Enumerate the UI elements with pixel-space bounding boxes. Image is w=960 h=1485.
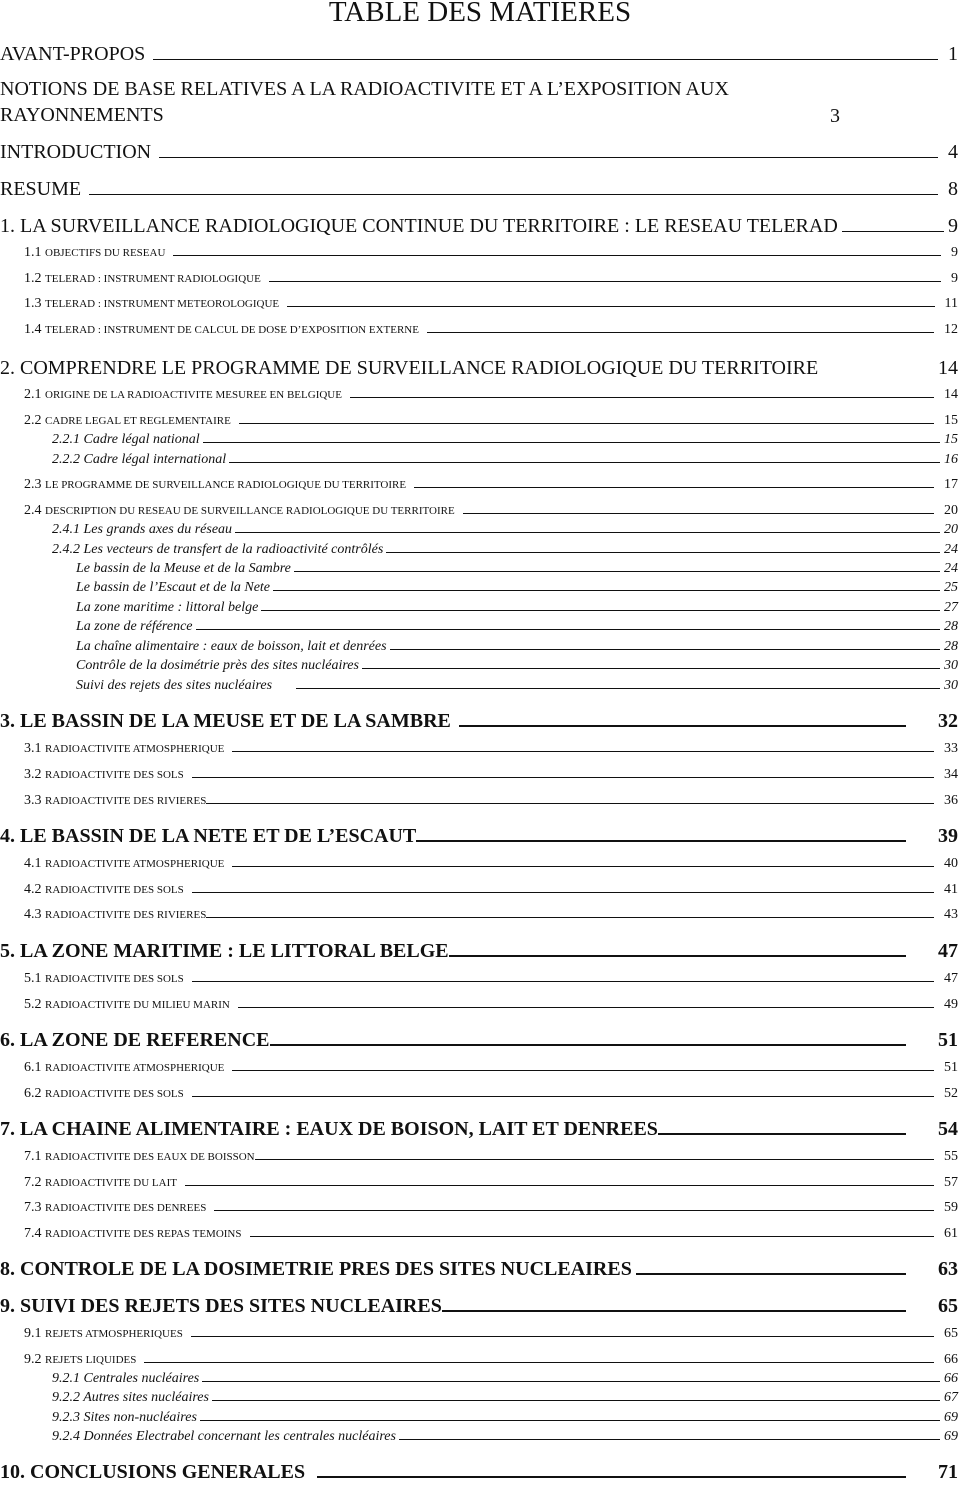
leader-line bbox=[185, 1185, 934, 1186]
toc-entry-page: 28 bbox=[944, 619, 958, 634]
toc-entry-label: 5.1 RADIOACTIVITE DES SOLS bbox=[24, 971, 184, 986]
toc-chapter-5[interactable] bbox=[0, 939, 958, 963]
toc-entry-page: 20 bbox=[944, 503, 958, 518]
toc-entry-page: 25 bbox=[944, 580, 958, 595]
toc-entry-page: 14 bbox=[938, 357, 958, 379]
toc-entry-label: 1.4 TELERAD : INSTRUMENT DE CALCUL DE DOSE D’EXPOSITION EXTERNE bbox=[24, 322, 419, 337]
leader-line bbox=[416, 840, 906, 842]
toc-section-6-2[interactable] bbox=[0, 1085, 958, 1103]
toc-entry-page: 33 bbox=[944, 741, 958, 756]
toc-entry-label: 4.1 RADIOACTIVITE ATMOSPHERIQUE bbox=[24, 856, 225, 871]
leader-line bbox=[414, 487, 934, 488]
toc-entry-label: 2.4 DESCRIPTION DU RESEAU DE SURVEILLANCE RADIOLOGIQUE DU TERRITOIRE bbox=[24, 503, 455, 518]
toc-entry-label: 7.2 RADIOACTIVITE DU LAIT bbox=[24, 1175, 177, 1190]
leader-line bbox=[192, 777, 934, 778]
toc-entry-label: 4.3 RADIOACTIVITE DES RIVIERES bbox=[24, 907, 207, 922]
toc-entry-page: 15 bbox=[944, 432, 958, 447]
toc-subsection-9-2-1[interactable] bbox=[0, 1370, 958, 1387]
toc-section-5-2[interactable] bbox=[0, 996, 958, 1014]
leader-line bbox=[449, 955, 906, 957]
toc-item-zone-reference[interactable] bbox=[0, 618, 958, 635]
toc-entry-page: 59 bbox=[944, 1200, 958, 1215]
toc-entry-label: 2.4.1 Les grands axes du réseau bbox=[52, 522, 233, 537]
leader-line bbox=[191, 1336, 934, 1337]
toc-item-controle-dosimetrie[interactable] bbox=[0, 657, 958, 674]
toc-entry-page: 43 bbox=[944, 907, 958, 922]
toc-entry-introduction[interactable] bbox=[0, 140, 958, 164]
leader-line bbox=[386, 552, 940, 553]
toc-entry-label: 7.4 RADIOACTIVITE DES REPAS TEMOINS bbox=[24, 1226, 242, 1241]
leader-line bbox=[192, 892, 934, 893]
toc-entry-page: 65 bbox=[944, 1326, 958, 1341]
toc-entry-page: 69 bbox=[944, 1429, 958, 1444]
toc-entry-page: 24 bbox=[944, 561, 958, 576]
leader-line bbox=[232, 751, 934, 752]
toc-chapter-6[interactable] bbox=[0, 1028, 958, 1052]
toc-entry-page: 16 bbox=[944, 452, 958, 467]
toc-entry-page: 67 bbox=[944, 1390, 958, 1405]
toc-entry-page: 71 bbox=[938, 1461, 958, 1483]
toc-chapter-2[interactable] bbox=[0, 356, 958, 380]
toc-section-3-1[interactable] bbox=[0, 740, 958, 758]
toc-entry-label: 9. SUIVI DES REJETS DES SITES NUCLEAIRES bbox=[0, 1295, 442, 1317]
toc-section-7-3[interactable] bbox=[0, 1199, 958, 1217]
toc-entry-page: 39 bbox=[938, 825, 958, 847]
leader-line bbox=[658, 1133, 906, 1135]
toc-entry-page: 11 bbox=[944, 296, 958, 311]
toc-subsection-2-4-2[interactable] bbox=[0, 541, 958, 558]
toc-item-meuse-sambre[interactable] bbox=[0, 560, 958, 577]
leader-line bbox=[273, 590, 940, 591]
toc-entry-page: 47 bbox=[938, 940, 958, 962]
toc-entry-label: 9.1 REJETS ATMOSPHERIQUES bbox=[24, 1326, 183, 1341]
toc-entry-page: 57 bbox=[944, 1175, 958, 1190]
leader-line bbox=[144, 1362, 934, 1363]
leader-line bbox=[463, 513, 934, 514]
leader-line bbox=[212, 1400, 940, 1401]
toc-section-4-2[interactable] bbox=[0, 881, 958, 899]
toc-section-4-1[interactable] bbox=[0, 855, 958, 873]
leader-line bbox=[89, 194, 938, 195]
toc-subsection-2-2-1[interactable] bbox=[0, 431, 958, 448]
toc-section-1-2[interactable] bbox=[0, 270, 958, 288]
toc-entry-page: 15 bbox=[944, 413, 958, 428]
toc-entry-label: INTRODUCTION bbox=[0, 141, 152, 163]
toc-subsection-9-2-4[interactable] bbox=[0, 1428, 958, 1445]
toc-subsection-2-2-2[interactable] bbox=[0, 451, 958, 468]
toc-entry-label: 9.2 REJETS LIQUIDES bbox=[24, 1352, 137, 1367]
leader-line bbox=[261, 610, 940, 611]
leader-line bbox=[269, 281, 941, 282]
toc-entry-page: 20 bbox=[944, 522, 958, 537]
leader-line bbox=[200, 1420, 940, 1421]
toc-entry-notions-de-base[interactable] bbox=[0, 76, 958, 128]
leader-line bbox=[317, 1476, 906, 1478]
toc-section-7-1[interactable] bbox=[0, 1148, 958, 1166]
toc-subsection-2-4-1[interactable] bbox=[0, 521, 958, 538]
toc-entry-page: 12 bbox=[944, 322, 958, 337]
toc-entry-label: 3.1 RADIOACTIVITE ATMOSPHERIQUE bbox=[24, 741, 225, 756]
toc-entry-page: 40 bbox=[944, 856, 958, 871]
toc-entry-page: 3 bbox=[830, 105, 840, 127]
toc-section-1-4[interactable] bbox=[0, 321, 958, 339]
leader-line bbox=[214, 1210, 934, 1211]
toc-chapter-7[interactable] bbox=[0, 1117, 958, 1141]
toc-section-1-3[interactable] bbox=[0, 295, 958, 313]
toc-entry-page: 32 bbox=[938, 710, 958, 732]
toc-entry-page: 28 bbox=[944, 639, 958, 654]
toc-chapter-9[interactable] bbox=[0, 1294, 958, 1318]
toc-entry-page: 30 bbox=[944, 658, 958, 673]
toc-entry-label: 9.2.1 Centrales nucléaires bbox=[52, 1371, 200, 1386]
toc-entry-page: 66 bbox=[944, 1352, 958, 1367]
toc-entry-label: 5. LA ZONE MARITIME : LE LITTORAL BELGE bbox=[0, 940, 449, 962]
leader-line bbox=[202, 1381, 940, 1382]
toc-entry-page: 65 bbox=[938, 1295, 958, 1317]
leader-line bbox=[636, 1273, 906, 1275]
toc-entry-label: 7.1 RADIOACTIVITE DES EAUX DE BOISSON bbox=[24, 1149, 255, 1164]
toc-entry-label: 2. COMPRENDRE LE PROGRAMME DE SURVEILLANCE RADIOLOGIQUE DU TERRITOIRE bbox=[0, 357, 819, 379]
toc-entry-label: 2.2 CADRE LEGAL ET REGLEMENTAIRE bbox=[24, 413, 231, 428]
toc-entry-page: 54 bbox=[938, 1118, 958, 1140]
toc-entry-label: AVANT-PROPOS bbox=[0, 43, 146, 65]
toc-entry-label: Suivi des rejets des sites nucléaires bbox=[76, 678, 273, 693]
toc-entry-page: 52 bbox=[944, 1086, 958, 1101]
toc-entry-page: 17 bbox=[944, 477, 958, 492]
leader-line bbox=[362, 668, 940, 669]
toc-entry-page: 49 bbox=[944, 997, 958, 1012]
toc-chapter-10[interactable] bbox=[0, 1460, 958, 1484]
page-title: TABLE DES MATIERES bbox=[328, 0, 632, 28]
toc-item-suivi-rejets[interactable] bbox=[0, 677, 958, 694]
toc-entry-page: 66 bbox=[944, 1371, 958, 1386]
toc-section-9-2[interactable] bbox=[0, 1351, 958, 1369]
toc-entry-label: 6.2 RADIOACTIVITE DES SOLS bbox=[24, 1086, 184, 1101]
toc-entry-page: 1 bbox=[948, 43, 958, 65]
leader-line bbox=[442, 1310, 906, 1312]
toc-entry-label: 2.4.2 Les vecteurs de transfert de la radioactivité contrôlés bbox=[52, 542, 384, 557]
toc-entry-page: 4 bbox=[948, 141, 958, 163]
toc-entry-page: 47 bbox=[944, 971, 958, 986]
toc-section-2-2[interactable] bbox=[0, 412, 958, 430]
leader-line bbox=[296, 688, 940, 689]
toc-section-5-1[interactable] bbox=[0, 970, 958, 988]
toc-entry-label: NOTIONS DE BASE RELATIVES A LA RADIOACTIVITE ET A L’EXPOSITION AUX RAYONNEMENTS bbox=[0, 78, 729, 126]
toc-entry-page: 8 bbox=[948, 178, 958, 200]
leader-line bbox=[196, 629, 941, 630]
leader-line bbox=[294, 571, 940, 572]
toc-entry-label: 1. LA SURVEILLANCE RADIOLOGIQUE CONTINUE DU TERRITOIRE : LE RESEAU TELERAD bbox=[0, 215, 838, 237]
toc-entry-label: 9.2.2 Autres sites nucléaires bbox=[52, 1390, 209, 1405]
toc-entry-label: 2.1 ORIGINE DE LA RADIOACTIVITE MESUREE EN BELGIQUE bbox=[24, 387, 342, 402]
toc-entry-page: 14 bbox=[944, 387, 958, 402]
leader-line bbox=[350, 397, 934, 398]
leader-line bbox=[238, 1007, 934, 1008]
toc-entry-avant-propos[interactable] bbox=[0, 42, 958, 66]
toc-entry-label: 4. LE BASSIN DE LA NETE ET DE L’ESCAUT bbox=[0, 825, 417, 847]
leader-line bbox=[229, 462, 940, 463]
toc-entry-page: 36 bbox=[944, 793, 958, 808]
leader-line bbox=[459, 725, 906, 727]
toc-entry-page: 51 bbox=[944, 1060, 958, 1075]
leader-line bbox=[192, 1096, 934, 1097]
leader-line bbox=[390, 649, 940, 650]
toc-entry-label: 7.3 RADIOACTIVITE DES DENREES bbox=[24, 1200, 207, 1215]
toc-entry-page: 61 bbox=[944, 1226, 958, 1241]
toc-entry-page: 51 bbox=[938, 1029, 958, 1051]
leader-line bbox=[287, 306, 934, 307]
toc-section-2-3[interactable] bbox=[0, 476, 958, 494]
leader-line bbox=[239, 423, 934, 424]
toc-entry-label: 2.2.1 Cadre légal national bbox=[52, 432, 200, 447]
leader-line bbox=[235, 532, 940, 533]
leader-line bbox=[203, 442, 940, 443]
toc-entry-label: La zone de référence bbox=[76, 619, 193, 634]
toc-entry-label: 1.2 TELERAD : INSTRUMENT RADIOLOGIQUE bbox=[24, 271, 261, 286]
toc-subsection-9-2-3[interactable] bbox=[0, 1409, 958, 1426]
leader-line bbox=[250, 1236, 935, 1237]
leader-line bbox=[206, 803, 934, 804]
toc-entry-label: 6. LA ZONE DE REFERENCE bbox=[0, 1029, 270, 1051]
toc-entry-label: 2.3 LE PROGRAMME DE SURVEILLANCE RADIOLOGIQUE DU TERRITOIRE bbox=[24, 477, 407, 492]
toc-section-7-2[interactable] bbox=[0, 1174, 958, 1192]
toc-entry-page: 27 bbox=[944, 600, 958, 615]
leader-line bbox=[399, 1439, 940, 1440]
toc-section-2-1[interactable] bbox=[0, 386, 958, 404]
toc-entry-label: 3.3 RADIOACTIVITE DES RIVIERES bbox=[24, 793, 207, 808]
toc-section-7-4[interactable] bbox=[0, 1225, 958, 1243]
leader-line bbox=[255, 1159, 934, 1160]
toc-section-3-2[interactable] bbox=[0, 766, 958, 784]
toc-entry-label: 9.2.3 Sites non-nucléaires bbox=[52, 1410, 197, 1425]
leader-line bbox=[232, 866, 934, 867]
toc-section-2-4[interactable] bbox=[0, 502, 958, 520]
toc-entry-page: 63 bbox=[938, 1258, 958, 1280]
toc-entry-page: 69 bbox=[944, 1410, 958, 1425]
leader-line bbox=[842, 231, 944, 232]
toc-entry-label: 3. LE BASSIN DE LA MEUSE ET DE LA SAMBRE bbox=[0, 710, 451, 732]
toc-entry-page: 30 bbox=[944, 678, 958, 693]
leader-line bbox=[153, 59, 938, 60]
leader-line bbox=[270, 1044, 907, 1046]
toc-section-1-1[interactable] bbox=[0, 244, 958, 262]
toc-entry-label: 5.2 RADIOACTIVITE DU MILIEU MARIN bbox=[24, 997, 230, 1012]
leader-line bbox=[232, 1070, 934, 1071]
leader-line bbox=[173, 255, 941, 256]
toc-entry-page: 9 bbox=[951, 245, 958, 260]
toc-chapter-8[interactable] bbox=[0, 1257, 958, 1281]
toc-entry-label: 7. LA CHAINE ALIMENTAIRE : EAUX DE BOISON, LAIT ET DENREES bbox=[0, 1118, 658, 1140]
toc-entry-page: 55 bbox=[944, 1149, 958, 1164]
toc-entry-page: 41 bbox=[944, 882, 958, 897]
toc-entry-label: 2.2.2 Cadre légal international bbox=[52, 452, 227, 467]
toc-entry-label: Le bassin de l’Escaut et de la Nete bbox=[76, 580, 271, 595]
leader-line bbox=[159, 157, 938, 158]
toc-chapter-3[interactable] bbox=[0, 709, 958, 733]
toc-entry-label: Contrôle de la dosimétrie près des sites nucléaires bbox=[76, 658, 359, 673]
toc-entry-label: RESUME bbox=[0, 178, 82, 200]
toc-entry-label: La zone maritime : littoral belge bbox=[76, 600, 259, 615]
toc-entry-label: Le bassin de la Meuse et de la Sambre bbox=[76, 561, 291, 576]
toc-chapter-4[interactable] bbox=[0, 824, 958, 848]
toc-item-escaut-nete[interactable] bbox=[0, 579, 958, 596]
toc-entry-label: 1.3 TELERAD : INSTRUMENT METEOROLOGIQUE bbox=[24, 296, 280, 311]
toc-entry-page: 34 bbox=[944, 767, 958, 782]
leader-line bbox=[206, 917, 934, 918]
toc-entry-page: 9 bbox=[951, 271, 958, 286]
toc-entry-label: 3.2 RADIOACTIVITE DES SOLS bbox=[24, 767, 184, 782]
toc-item-zone-maritime[interactable] bbox=[0, 599, 958, 616]
toc-entry-label: La chaîne alimentaire : eaux de boisson, lait et denrées bbox=[76, 639, 387, 654]
toc-entry-label: 1.1 OBJECTIFS DU RESEAU bbox=[24, 245, 166, 260]
toc-section-4-3[interactable] bbox=[0, 906, 958, 924]
toc-section-3-3[interactable] bbox=[0, 792, 958, 810]
toc-section-9-1[interactable] bbox=[0, 1325, 958, 1343]
toc-entry-page: 24 bbox=[944, 542, 958, 557]
toc-item-chaine-alimentaire[interactable] bbox=[0, 638, 958, 655]
toc-chapter-1[interactable] bbox=[0, 214, 958, 238]
toc-entry-label: 10. CONCLUSIONS GENERALES bbox=[0, 1461, 306, 1483]
toc-entry-label: 6.1 RADIOACTIVITE ATMOSPHERIQUE bbox=[24, 1060, 225, 1075]
toc-entry-label: 4.2 RADIOACTIVITE DES SOLS bbox=[24, 882, 184, 897]
toc-entry-page: 9 bbox=[948, 215, 958, 237]
toc-subsection-9-2-2[interactable] bbox=[0, 1389, 958, 1406]
toc-entry-label: 8. CONTROLE DE LA DOSIMETRIE PRES DES SITES NUCLEAIRES bbox=[0, 1258, 632, 1280]
leader-line bbox=[427, 332, 934, 333]
toc-section-6-1[interactable] bbox=[0, 1059, 958, 1077]
toc-entry-label: 9.2.4 Données Electrabel concernant les centrales nucléaires bbox=[52, 1429, 396, 1444]
leader-line bbox=[192, 981, 934, 982]
toc-entry-resume[interactable] bbox=[0, 177, 958, 201]
